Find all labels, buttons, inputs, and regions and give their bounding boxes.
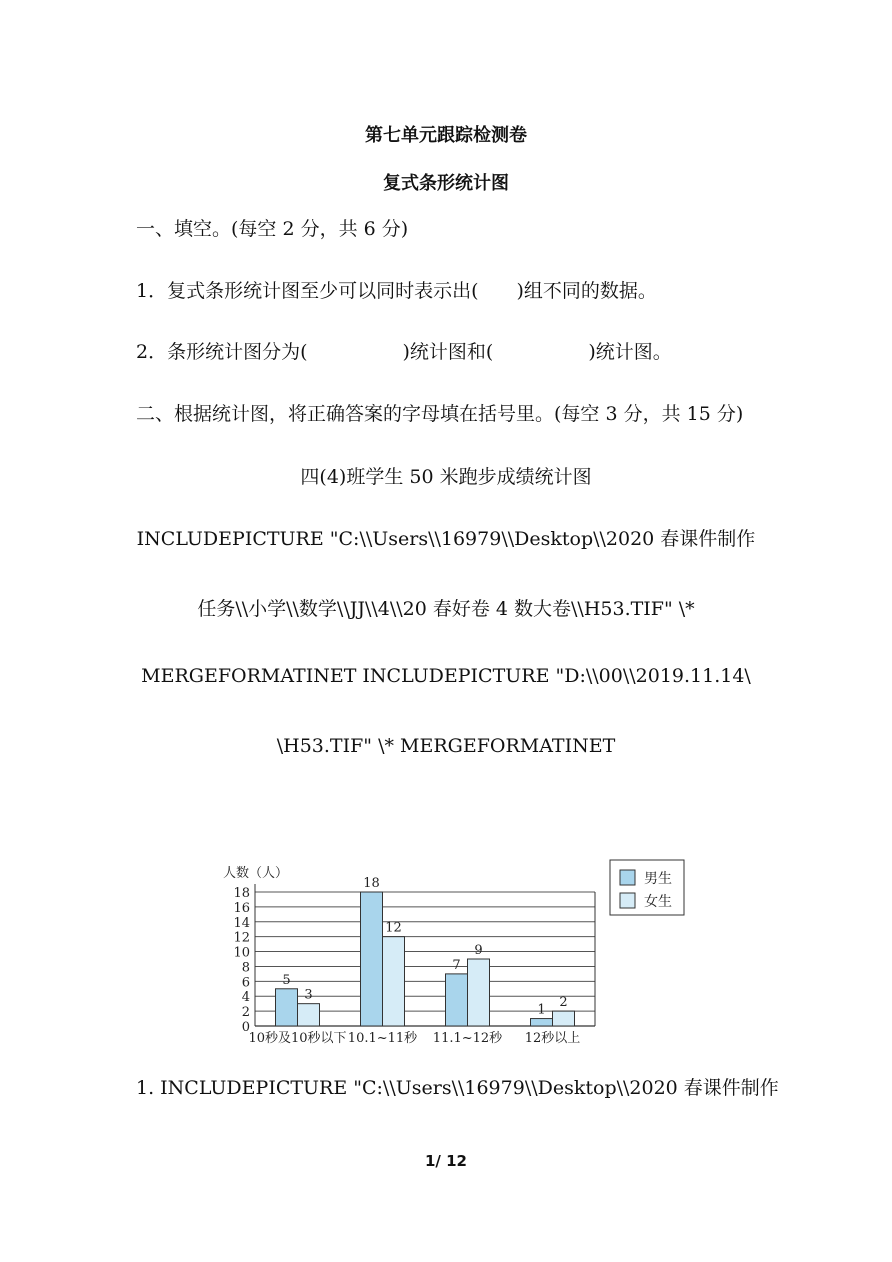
bar-boys (446, 974, 468, 1026)
legend-label: 女生 (644, 894, 672, 910)
section-1-heading: 一、填空。(每空 2 分，共 6 分) (136, 218, 409, 240)
y-tick-label: 8 (241, 960, 250, 976)
data-label: 5 (282, 972, 291, 988)
legend-label: 男生 (644, 871, 672, 887)
y-tick-label: 6 (241, 975, 250, 991)
x-tick-label: 12秒以上 (524, 1031, 581, 1046)
bar-girls (553, 1011, 575, 1026)
field-code-line-1: INCLUDEPICTURE "C:\\Users\\16979\\Desktop\\2020 春课件制作 (136, 528, 756, 550)
x-tick-label: 10秒及10秒以下 (248, 1031, 347, 1046)
y-tick-label: 18 (233, 886, 250, 901)
question-1-2: 2．条形统计图分为( )统计图和( )统计图。 (136, 341, 672, 363)
y-tick-label: 4 (241, 990, 250, 1006)
y-tick-label: 12 (233, 930, 250, 946)
bar-boys (276, 989, 298, 1026)
chart-caption: 四(4)班学生 50 米跑步成绩统计图 (300, 466, 592, 488)
y-tick-label: 16 (233, 900, 250, 916)
field-code-line-2: 任务\\小学\\数学\\JJ\\4\\20 春好卷 4 数大卷\\H53.TIF" \* (197, 598, 695, 620)
bar-boys (361, 892, 383, 1026)
bar-chart (215, 858, 695, 1050)
page-number: 1/ 12 (424, 1152, 467, 1170)
field-code-line-3: MERGEFORMATINET INCLUDEPICTURE "D:\\00\\2019.11.14\ (141, 665, 751, 687)
field-code-line-4: \H53.TIF" \* MERGEFORMATINET (276, 735, 616, 757)
legend-swatch (620, 870, 635, 885)
data-label: 12 (385, 920, 402, 936)
bar-girls (468, 959, 490, 1026)
y-axis-label: 人数（人） (223, 866, 289, 881)
data-label: 7 (452, 957, 461, 973)
y-tick-label: 14 (233, 915, 250, 931)
legend-swatch (620, 893, 635, 908)
bar-girls (298, 1004, 320, 1026)
data-label: 1 (537, 1002, 546, 1018)
x-tick-label: 11.1~12秒 (432, 1031, 503, 1046)
y-tick-label: 0 (241, 1020, 250, 1035)
question-1-1: 1．复式条形统计图至少可以同时表示出( )组不同的数据。 (136, 280, 657, 302)
x-tick-label: 10.1~11秒 (347, 1031, 418, 1046)
bar-boys (531, 1019, 553, 1026)
data-label: 3 (304, 987, 313, 1003)
document-title: 第七单元跟踪检测卷 (365, 125, 527, 146)
section-2-heading: 二、根据统计图，将正确答案的字母填在括号里。(每空 3 分，共 15 分) (136, 403, 744, 425)
y-tick-label: 10 (233, 945, 250, 961)
data-label: 18 (363, 876, 380, 891)
document-subtitle: 复式条形统计图 (383, 173, 509, 194)
data-label: 9 (474, 943, 483, 958)
y-tick-label: 2 (241, 1005, 250, 1021)
data-label: 2 (559, 995, 568, 1011)
question-2-1: 1. INCLUDEPICTURE "C:\\Users\\16979\\Desktop\\2020 春课件制作 (136, 1077, 779, 1099)
bar-girls (383, 937, 405, 1026)
